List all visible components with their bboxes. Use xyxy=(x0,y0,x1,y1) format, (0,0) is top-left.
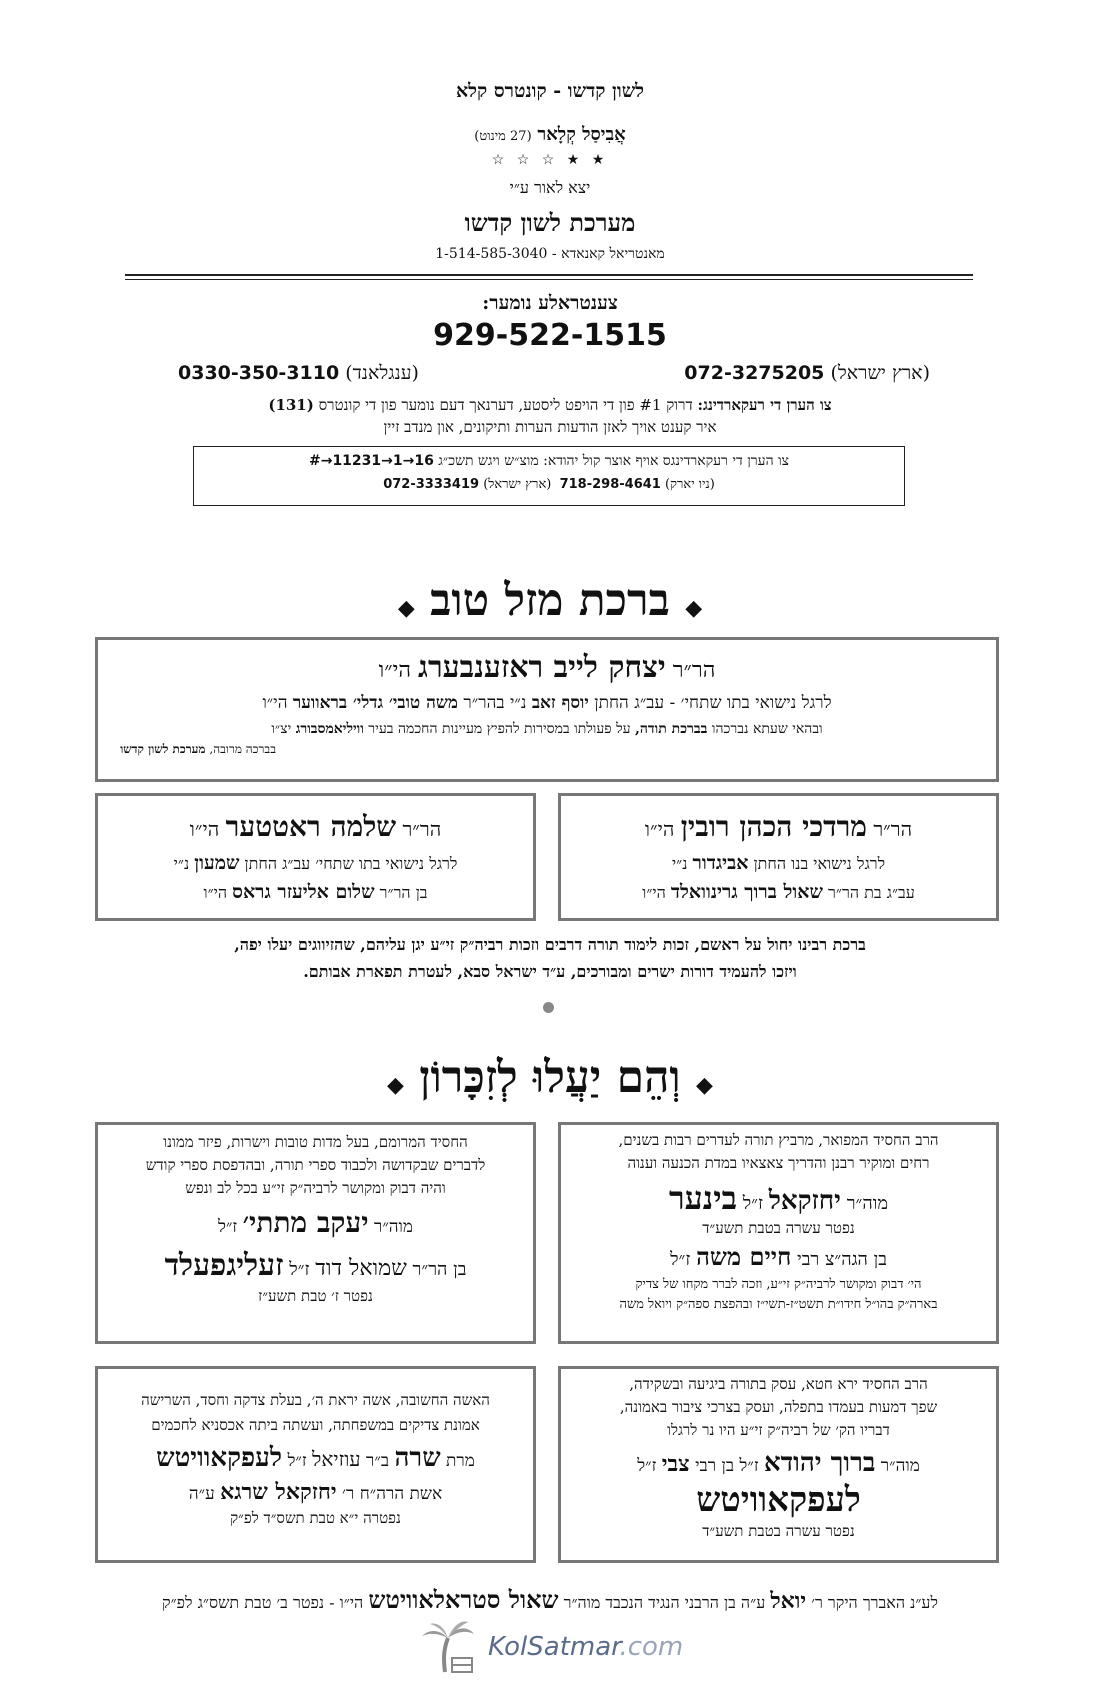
boruch-line2: שפך דמעות בעמדו בתפלה, ועסק בצרכי ציבור באמונה, xyxy=(619,1398,938,1416)
sarah-died: נפטרה י״א טבת תשס״ד לפ״ק xyxy=(230,1509,401,1527)
zikaron-box-boruch xyxy=(558,1366,999,1563)
palm-tree-icon xyxy=(418,1618,478,1676)
header-line1: לשון קדשו - קונטרס קלא xyxy=(455,80,645,102)
sarah-line1: האשה החשובה, אשה יראת ה׳, בעלת צדקה וחסד, השרישה xyxy=(141,1391,490,1409)
mazal-left-line1: לרגל נישואי בתו שתחי׳ עב״ג החתן שמעון נ״י xyxy=(173,852,458,874)
zeligfeld-line2: לדברים שבקדושה ולכבוד ספרי תורה, ובהדפסת ספרי קודש xyxy=(145,1156,486,1174)
otzar-line1: צו הערן די רעקארדינגס אויף אוצר קול יהודא: מוצ״ש ויגש תשכ״ג #→11231→1→16 xyxy=(308,453,790,469)
zeligfeld-died: נפטר ז׳ טבת תשע״ז xyxy=(258,1287,373,1305)
binner-died: נפטר עשרה בטבת תשע״ד xyxy=(702,1219,855,1237)
israel-phone[interactable]: (ארץ ישראל) 072-3275205 xyxy=(684,362,930,384)
recording-instructions: צו הערן די רעקארדינג: דרוק #1 פון די הויפט ליסטע, דערנאך דעם נומער פון די קונטרס (131) xyxy=(268,396,832,414)
separator-dot xyxy=(543,1002,554,1013)
mazal-right-line2: עב״ג בת הר״ר שאול ברוך גרינוואלד הי״ו xyxy=(642,881,915,903)
mazal-main-signature: בברכה מרובה, מערכת לשון קדשו xyxy=(120,742,276,756)
zeligfeld-line3: והיה דבוק ומקושר לרביה״ק זי״ע בכל לב ונפש xyxy=(185,1179,446,1197)
mazal-main-name: הר״ר יצחק לייב ראזענבערג הי״ו xyxy=(378,650,716,685)
kolsatmar-logo[interactable]: KolSatmar.com xyxy=(488,1632,684,1662)
comments-line: איר קענט אויך לאזן הודעות הערות ותיקונים, און מנדב זיין xyxy=(383,418,717,436)
zeligfeld-line1: החסיד המרומם, בעל מדות טובות וישרות, פיזר ממונו xyxy=(163,1133,468,1151)
mazal-right-line1: לרגל נישואי בנו החתן אביגדור נ״י xyxy=(671,852,886,874)
otzar-line2[interactable]: (ניו יארק) 718-298-4641 (ארץ ישראל) 072-3333419 xyxy=(383,477,715,492)
binner-line3: הי׳ דבוק ומקושר לרביה״ק זי״ע, וזכה לברר מקחו של צדיק xyxy=(635,1277,922,1292)
mazal-left-name: הר״ר שלמה ראטטער הי״ו xyxy=(189,810,442,843)
zikaron-box-sarah xyxy=(95,1366,536,1563)
central-number[interactable]: 929-522-1515 xyxy=(433,318,667,353)
binner-father: בן הגה״צ רבי חיים משה ז״ל xyxy=(670,1242,887,1271)
central-label: צענטראלע נומער: xyxy=(482,292,618,314)
header-line3: יצא לאור ע״י xyxy=(509,178,591,197)
binner-line4: בארה״ק בהו״ל חידו״ת תשט״ז-תשי״ז ובהפצת ספה״ק ויואל משה xyxy=(619,1297,938,1312)
mazal-blessing-2: ויזכו להעמיד דורות ישרים ומבורכים, ע״ד ישראל סבא, לעטרת תפארת אבותם. xyxy=(303,962,797,981)
sarah-line2: אמונת צדיקים במשפחתה, ועשתה ביתה אכסניא לחכמים xyxy=(151,1416,480,1434)
mazal-heading: ◆ ברכת מזל טוב ◆ xyxy=(397,575,703,626)
boruch-line3: דבריו הק׳ של רביה״ק זי״ע היו נר לרגלו xyxy=(667,1421,890,1439)
binner-line1: הרב החסיד המפואר, מרביץ תורה לעדרים רבות בשנים, xyxy=(618,1131,939,1149)
divider-top-thin xyxy=(125,279,973,280)
binner-line2: רחים ומוקיר רבנן והדריך צאצאיו במדת הכנעה וענוה xyxy=(627,1154,930,1172)
rating-stars: ★ ★ ☆ ☆ ☆ xyxy=(491,152,609,168)
zeligfeld-father: בן הר״ר שמואל דוד ז״ל זעליגפעלד xyxy=(164,1248,467,1283)
divider-top xyxy=(125,274,973,276)
mazal-main-box xyxy=(95,637,999,782)
sarah-husband: אשת הרה״ח ר׳ יחזקאל שרגא ע״ה xyxy=(188,1479,443,1505)
otzar-box xyxy=(193,446,905,506)
mazal-left-line2: בן הר״ר שלום אליעזר גראס הי״ו xyxy=(203,881,428,903)
boruch-line1: הרב החסיד ירא חטא, עסק בתורה ביגיעה ובשקידה, xyxy=(629,1375,928,1393)
mazal-left-box xyxy=(95,793,536,921)
binner-name: מוה״ר יחזקאל ז״ל בינער xyxy=(668,1179,889,1217)
header-line2: אֲבִיסַל קְלָאר (27 מינוט) xyxy=(474,124,626,145)
zikaron-box-zeligfeld xyxy=(95,1122,536,1344)
mazal-right-box xyxy=(558,793,999,921)
england-phone[interactable]: (ענגלאנד) 0330-350-3110 xyxy=(178,362,419,384)
zikaron-box-binner xyxy=(558,1122,999,1344)
org-name: מערכת לשון קדשו xyxy=(464,208,636,237)
zeligfeld-name: מוה״ר יעקב מתתי׳ ז״ל xyxy=(218,1206,413,1239)
mazal-main-line2: ובהאי שעתא נברכהו בברכת תודה, על פעולתו במסירות להפיץ מעיינות החכמה בעיר וויליאמסבורג יצ״ו xyxy=(271,721,823,737)
footer-dedication: לע״נ האברך היקר ר׳ יואל ע״ה בן הרבני הנגיד הנכבד מוה״ר שאול סטראלאוויטש הי״ו - נפטר ב׳ טבת תשס״ג לפ״ק xyxy=(162,1585,938,1614)
mazal-blessing-1: ברכת רבינו יחול על ראשם, זכות לימוד תורה דרבים וזכות רביה״ק זי״ע יגן עליהם, שהזיווגים יעלו יפה, xyxy=(234,935,866,954)
boruch-died: נפטר עשרה בטבת תשע״ד xyxy=(702,1522,855,1540)
zikaron-heading: ◆ וְהֵם יַעֲלוּ לְזִכָּרוֹן ◆ xyxy=(387,1052,713,1103)
boruch-surname: לעפקאוויטש xyxy=(696,1480,861,1520)
boruch-name: מוה״ר ברוך יהודא ז״ל בן רבי צבי ז״ל xyxy=(637,1448,920,1478)
mazal-main-line1: לרגל נישואי בתו שתחי׳ - עב״ג החתן יוסף זאב נ״י בהר״ר משה טובי׳ גדלי׳ בראווער הי״ו xyxy=(262,693,832,713)
org-contact: מאנטריאל קאנאדא - 1-514-585-3040 xyxy=(435,246,665,262)
mazal-right-name: הר״ר מרדכי הכהן רובין הי״ו xyxy=(644,810,913,843)
sarah-name: מרת שרה ב״ר עוזיאל ז״ל לעפקאוויטש xyxy=(156,1443,475,1473)
